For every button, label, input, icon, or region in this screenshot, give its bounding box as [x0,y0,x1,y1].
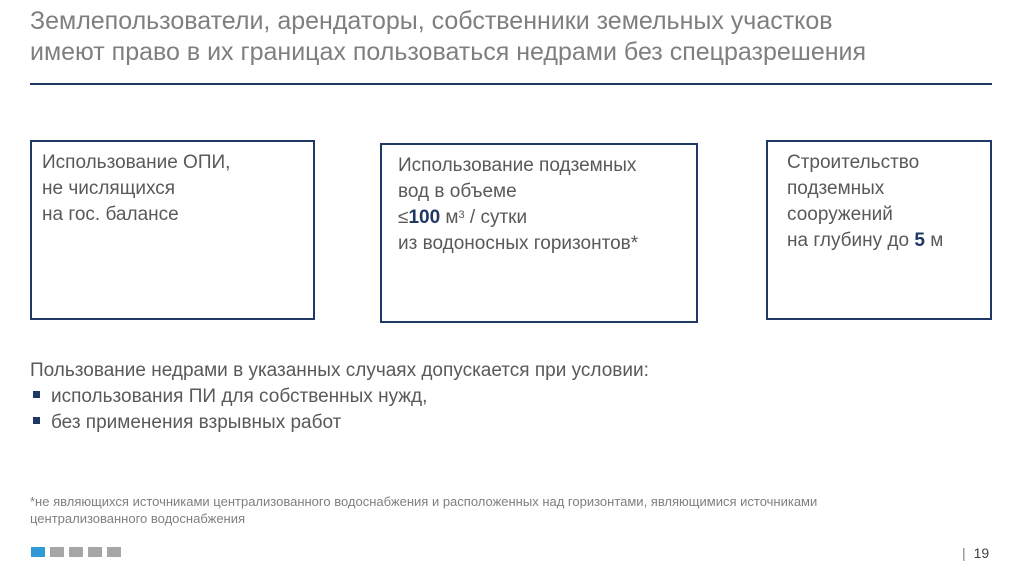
progress-square [50,547,64,557]
depth-value: 5 [914,230,925,251]
case-box-line-depth [787,228,980,254]
case-box-line: сооружений [787,204,893,225]
list-item-text: использования ПИ для собственных нужд, [51,386,428,407]
title-divider [30,83,992,85]
volume-unit: м [445,207,459,228]
slide-title [30,6,1010,68]
slide-title-line-1: Землепользователи, арендаторы, собственники земельных участков [30,7,833,35]
progress-square [107,547,121,557]
case-box-line: Использование ОПИ, [42,152,231,173]
page-number-value: 19 [973,545,990,561]
square-bullet-icon [33,391,40,398]
depth-unit: м [924,230,944,251]
conditions-lead: Пользование недрами в указанных случаях допускается при условии: [30,360,649,381]
case-box-line-volume [398,205,686,231]
footnote [30,493,990,527]
footnote-line-1: *не являющихся источниками централизованного водоснабжения и расположенных над горизонтами, являющимися источниками [30,494,818,509]
depth-prefix: на глубину до [787,230,915,251]
footnote-line-2: централизованного водоснабжения [30,511,246,526]
conditions-paragraph [30,358,990,436]
list-item-text: без применения взрывных работ [51,412,342,433]
progress-square [69,547,83,557]
less-equal-sign: ≤ [398,207,409,228]
square-bullet-icon [33,417,40,424]
page-number-separator: | [962,545,966,561]
slide-title-line-2: имеют право в их границах пользоваться недрами без спецразрешения [30,38,867,66]
list-item [30,384,990,410]
case-box-line: не числящихся [42,178,176,199]
case-box-underground-construction [766,140,992,320]
volume-period: / сутки [464,207,528,228]
case-box-line: Строительство [787,152,920,173]
progress-square [88,547,102,557]
case-box-mineral-use [30,140,315,320]
case-box-line: из водоносных горизонтов* [398,233,639,254]
volume-value: 100 [408,207,441,228]
case-box-line: на гос. балансе [42,204,179,225]
volume-unit-exponent: 3 [458,209,465,221]
case-box-line: вод в объеме [398,181,517,202]
list-item [30,410,990,436]
case-box-line: Использование подземных [398,155,637,176]
progress-square-active [31,547,45,557]
page-number [962,545,989,561]
case-box-groundwater-use [380,143,698,323]
case-box-line: подземных [787,178,885,199]
